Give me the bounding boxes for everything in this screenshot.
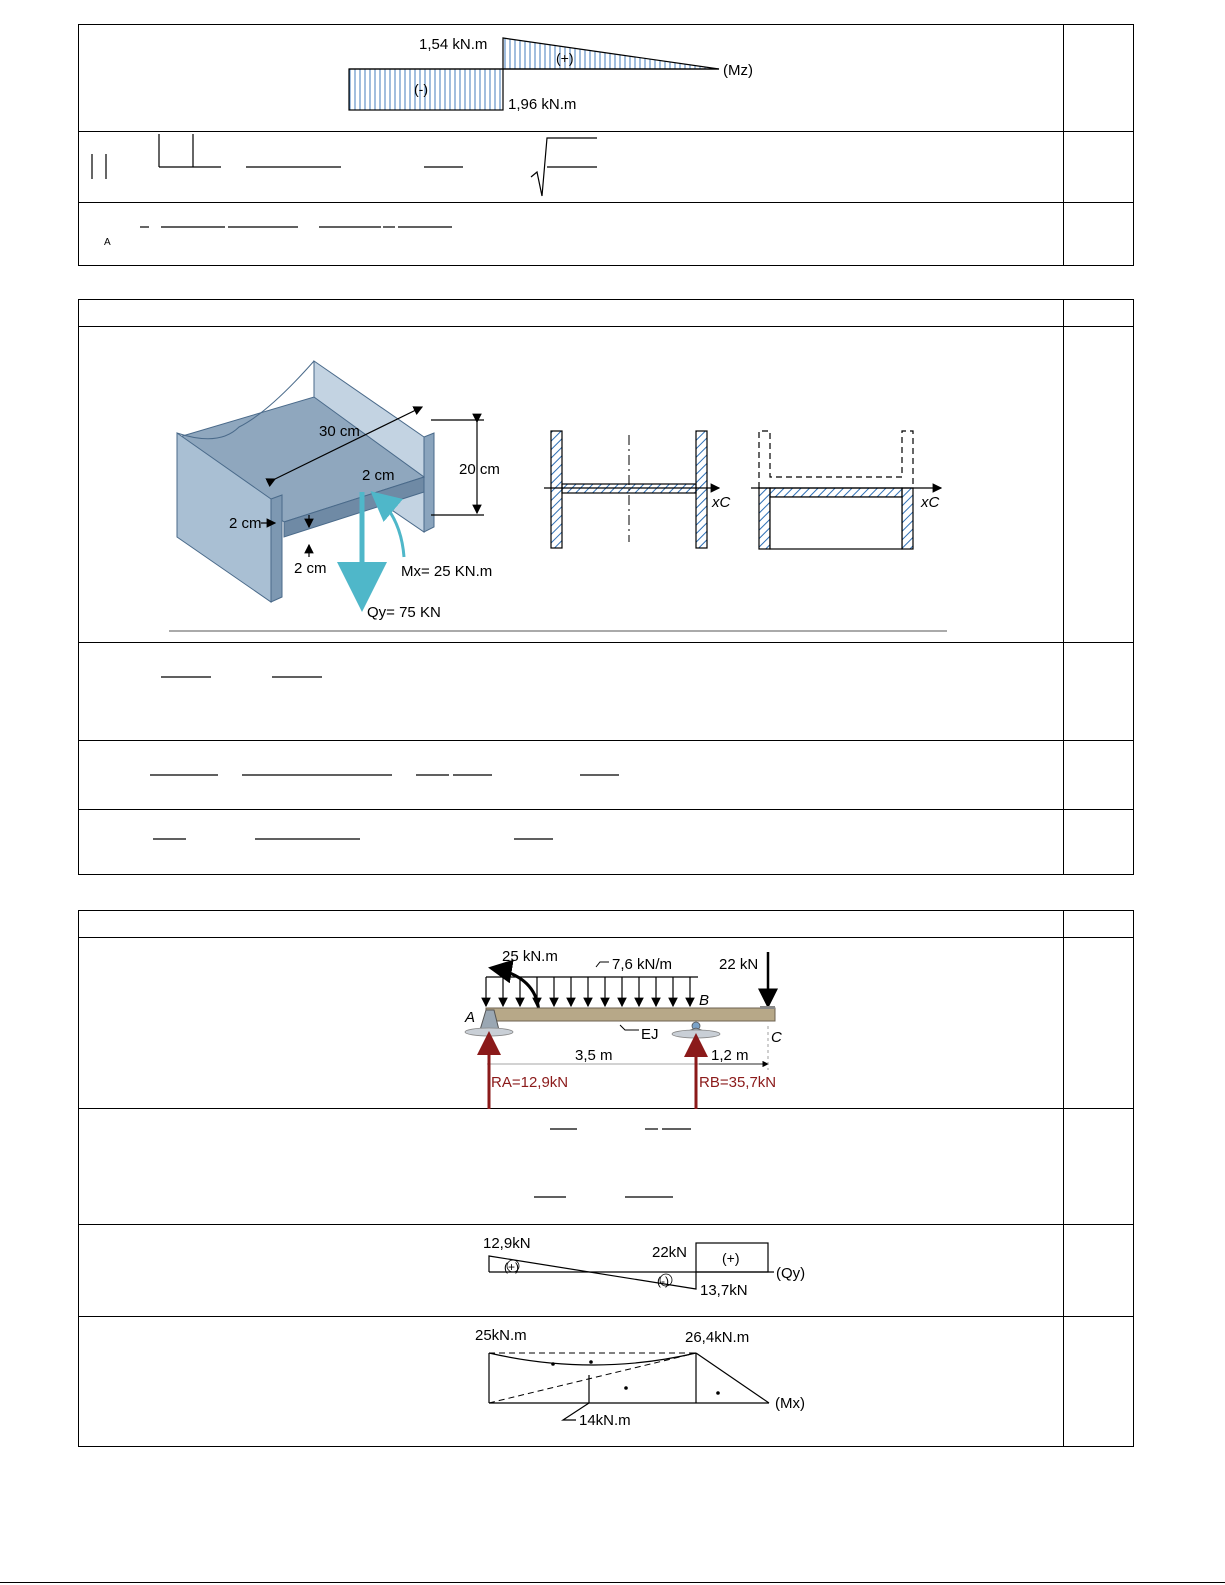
row-formula-2 [79,203,1133,265]
row-header [79,300,1133,327]
row-shear-diagram [79,1225,1133,1317]
formula-fragment-5 [79,810,1063,874]
moment-value-mid: 14kN.m [579,1412,631,1429]
reaction-b-label: RB=35,7kN [699,1074,777,1091]
row-formula-6 [79,1109,1133,1225]
shear-positive-sign-2: (+) [722,1250,740,1266]
height-label: 20 cm [459,461,500,478]
mz-top-value: 1,54 kN.m [419,36,488,53]
ibeam-3d-drawing [177,361,500,621]
shear-axis-label: (Qy) [776,1265,806,1282]
formula-fragment-6 [79,1109,1063,1225]
shear-negative-sign: (-) [657,1274,669,1288]
point-load-label: 22 kN [719,956,759,973]
cross-section-h [544,431,731,548]
ibeam-figure [79,327,1063,643]
beam-body [486,1008,775,1021]
formula-fragment-2 [79,203,1063,265]
row-beam-figure [79,938,1133,1109]
row-formula-4 [79,741,1133,810]
web-thickness-label: 2 cm [362,467,395,484]
mz-bottom-value: 1,96 kN.m [508,96,577,113]
support-b-label: B [699,992,710,1009]
mz-diagram [79,25,1063,132]
span-bc-label: 1,2 m [711,1047,749,1064]
flange-thickness-label: 2 cm [229,515,262,532]
axis-label-xc-1: xC [712,494,731,511]
row-formula-1 [79,132,1133,203]
page-bottom-rule [0,1582,1225,1583]
row-ibeam-figure [79,327,1133,643]
moment-label: Mx= 25 KN.m [401,563,493,580]
row-moment-diagram [79,1317,1133,1447]
shear-label: Qy= 75 KN [367,604,441,621]
table-mz-section [78,24,1134,266]
axis-label-xc-2: xC [921,494,940,511]
mz-negative-sign: (-) [414,81,428,97]
shear-value-a: 12,9kN [483,1235,531,1252]
end-c-label: C [771,1029,782,1046]
formula-fragment-3 [79,643,1063,741]
bottom-thickness-label: 2 cm [294,560,327,577]
moment-value-b: 26,4kN.m [685,1329,750,1346]
reaction-a-label: RA=12,9kN [491,1074,569,1091]
shear-positive-sign-1: (+) [504,1260,519,1274]
table-ibeam-section [78,299,1134,875]
row-header [79,911,1133,938]
shear-diagram [79,1225,1063,1317]
width-label: 30 cm [319,423,360,440]
support-a-label: A [465,1009,476,1026]
moment-value-a: 25kN.m [475,1327,527,1344]
span-ab-label: 3,5 m [575,1047,613,1064]
moment-axis-label: (Mx) [775,1395,805,1412]
row-formula-5 [79,810,1133,874]
formula-fragment-4 [79,741,1063,810]
stiffness-label: EJ [641,1026,659,1043]
formula-fragment-1 [79,132,1063,203]
mz-positive-area [503,38,719,69]
mz-axis-label: (Mz) [723,62,753,79]
beam-figure [79,938,1063,1109]
cross-section-u [751,431,941,549]
row-formula-3 [79,643,1133,741]
table-beam-section [78,910,1134,1447]
row-mz-diagram [79,25,1133,132]
formula-subscript-a: A [104,237,111,248]
shear-value-b-left: 22kN [652,1244,688,1261]
moment-load-label: 25 kN.m [502,948,558,965]
distributed-load-label: 7,6 kN/m [612,956,673,973]
mz-positive-sign: (+) [556,50,574,66]
moment-diagram [79,1317,1063,1447]
shear-value-b-right: 13,7kN [700,1282,748,1299]
